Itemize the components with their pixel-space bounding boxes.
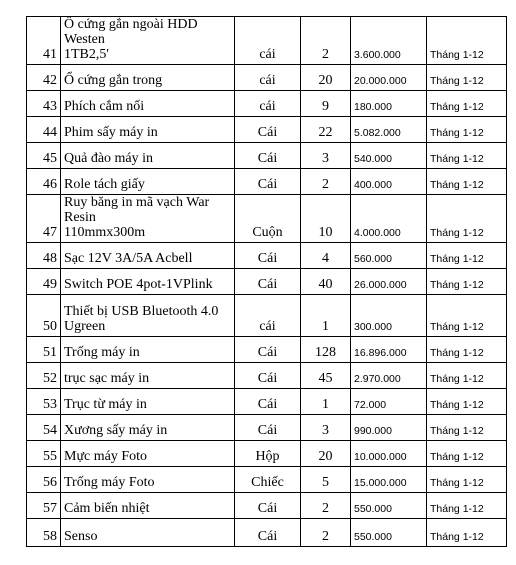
item-name-cell: Senso (61, 519, 235, 547)
unit-cell: cái (235, 91, 301, 117)
table-row (27, 91, 507, 117)
item-name-cell: Thiết bị USB Bluetooth 4.0 Ugreen (61, 295, 235, 337)
table-row (27, 389, 507, 415)
table-row (27, 493, 507, 519)
amount-cell: 560.000 (351, 243, 427, 269)
item-name-cell: Sạc 12V 3A/5A Acbell (61, 243, 235, 269)
row-number-cell: 45 (27, 143, 61, 169)
table-row (27, 243, 507, 269)
amount-cell: 2.970.000 (351, 363, 427, 389)
amount-cell: 180.000 (351, 91, 427, 117)
row-number-cell: 44 (27, 117, 61, 143)
period-cell: Tháng 1-12 (427, 65, 507, 91)
item-name-cell: Trống máy Foto (61, 467, 235, 493)
quantity-cell: 2 (301, 519, 351, 547)
quantity-cell: 10 (301, 195, 351, 243)
period-cell: Tháng 1-12 (427, 389, 507, 415)
item-name-cell: Ổ cứng gắn ngoài HDD Westen 1TB2,5' (61, 17, 235, 65)
row-number-cell: 41 (27, 17, 61, 65)
quantity-cell: 128 (301, 337, 351, 363)
item-name-cell: Ruy băng in mã vạch War Resin 110mmx300m (61, 195, 235, 243)
amount-cell: 400.000 (351, 169, 427, 195)
quantity-cell: 45 (301, 363, 351, 389)
table-row (27, 117, 507, 143)
unit-cell: cái (235, 17, 301, 65)
period-cell: Tháng 1-12 (427, 493, 507, 519)
amount-cell: 550.000 (351, 519, 427, 547)
row-number-cell: 52 (27, 363, 61, 389)
period-cell: Tháng 1-12 (427, 337, 507, 363)
amount-cell: 540.000 (351, 143, 427, 169)
quantity-cell: 22 (301, 117, 351, 143)
unit-cell: Cái (235, 117, 301, 143)
unit-cell: Cái (235, 243, 301, 269)
table-row (27, 337, 507, 363)
unit-cell: Cái (235, 337, 301, 363)
period-cell: Tháng 1-12 (427, 269, 507, 295)
item-name-cell: Phích cắm nối (61, 91, 235, 117)
quantity-cell: 20 (301, 441, 351, 467)
amount-cell: 550.000 (351, 493, 427, 519)
amount-cell: 3.600.000 (351, 17, 427, 65)
item-name-cell: Cảm biến nhiệt (61, 493, 235, 519)
table-row (27, 269, 507, 295)
unit-cell: Cái (235, 143, 301, 169)
item-name-cell: Quả đào máy in (61, 143, 235, 169)
table-row (27, 65, 507, 91)
amount-cell: 5.082.000 (351, 117, 427, 143)
row-number-cell: 49 (27, 269, 61, 295)
unit-cell: Chiếc (235, 467, 301, 493)
unit-cell: Hộp (235, 441, 301, 467)
quantity-cell: 9 (301, 91, 351, 117)
amount-cell: 990.000 (351, 415, 427, 441)
item-name-cell: Trống máy in (61, 337, 235, 363)
table-row (27, 169, 507, 195)
table-body (27, 17, 507, 547)
table-row (27, 143, 507, 169)
item-name-cell: Xương sấy máy in (61, 415, 235, 441)
table-row (27, 363, 507, 389)
unit-cell: Cái (235, 415, 301, 441)
period-cell: Tháng 1-12 (427, 519, 507, 547)
table-row (27, 467, 507, 493)
amount-cell: 20.000.000 (351, 65, 427, 91)
quantity-cell: 40 (301, 269, 351, 295)
quantity-cell: 1 (301, 295, 351, 337)
table-row (27, 295, 507, 337)
unit-cell: Cái (235, 389, 301, 415)
period-cell: Tháng 1-12 (427, 91, 507, 117)
amount-cell: 300.000 (351, 295, 427, 337)
period-cell: Tháng 1-12 (427, 169, 507, 195)
unit-cell: Cái (235, 493, 301, 519)
row-number-cell: 54 (27, 415, 61, 441)
row-number-cell: 51 (27, 337, 61, 363)
period-cell: Tháng 1-12 (427, 243, 507, 269)
row-number-cell: 56 (27, 467, 61, 493)
unit-cell: cái (235, 295, 301, 337)
table-row (27, 415, 507, 441)
amount-cell: 15.000.000 (351, 467, 427, 493)
item-name-cell: trục sạc máy in (61, 363, 235, 389)
unit-cell: Cái (235, 519, 301, 547)
period-cell: Tháng 1-12 (427, 467, 507, 493)
amount-cell: 72.000 (351, 389, 427, 415)
row-number-cell: 55 (27, 441, 61, 467)
quantity-cell: 2 (301, 169, 351, 195)
quantity-cell: 2 (301, 493, 351, 519)
table-row (27, 441, 507, 467)
quantity-cell: 4 (301, 243, 351, 269)
quantity-cell: 3 (301, 415, 351, 441)
period-cell: Tháng 1-12 (427, 363, 507, 389)
equipment-table (26, 16, 507, 547)
quantity-cell: 3 (301, 143, 351, 169)
amount-cell: 10.000.000 (351, 441, 427, 467)
quantity-cell: 20 (301, 65, 351, 91)
quantity-cell: 5 (301, 467, 351, 493)
unit-cell: Cái (235, 269, 301, 295)
unit-cell: Cái (235, 169, 301, 195)
item-name-cell: Switch POE 4pot-1VPlink (61, 269, 235, 295)
period-cell: Tháng 1-12 (427, 117, 507, 143)
table-row (27, 519, 507, 547)
period-cell: Tháng 1-12 (427, 415, 507, 441)
item-name-cell: Trục từ máy in (61, 389, 235, 415)
row-number-cell: 46 (27, 169, 61, 195)
amount-cell: 26.000.000 (351, 269, 427, 295)
row-number-cell: 42 (27, 65, 61, 91)
amount-cell: 16.896.000 (351, 337, 427, 363)
item-name-cell: Ổ cứng gắn trong (61, 65, 235, 91)
unit-cell: Cái (235, 363, 301, 389)
row-number-cell: 50 (27, 295, 61, 337)
row-number-cell: 48 (27, 243, 61, 269)
item-name-cell: Role tách giấy (61, 169, 235, 195)
row-number-cell: 53 (27, 389, 61, 415)
document-page (26, 16, 507, 547)
amount-cell: 4.000.000 (351, 195, 427, 243)
table-row (27, 17, 507, 65)
unit-cell: Cuộn (235, 195, 301, 243)
period-cell: Tháng 1-12 (427, 143, 507, 169)
period-cell: Tháng 1-12 (427, 441, 507, 467)
quantity-cell: 2 (301, 17, 351, 65)
row-number-cell: 58 (27, 519, 61, 547)
item-name-cell: Phim sấy máy in (61, 117, 235, 143)
period-cell: Tháng 1-12 (427, 17, 507, 65)
item-name-cell: Mực máy Foto (61, 441, 235, 467)
quantity-cell: 1 (301, 389, 351, 415)
period-cell: Tháng 1-12 (427, 295, 507, 337)
row-number-cell: 57 (27, 493, 61, 519)
row-number-cell: 47 (27, 195, 61, 243)
unit-cell: cái (235, 65, 301, 91)
row-number-cell: 43 (27, 91, 61, 117)
table-row (27, 195, 507, 243)
period-cell: Tháng 1-12 (427, 195, 507, 243)
